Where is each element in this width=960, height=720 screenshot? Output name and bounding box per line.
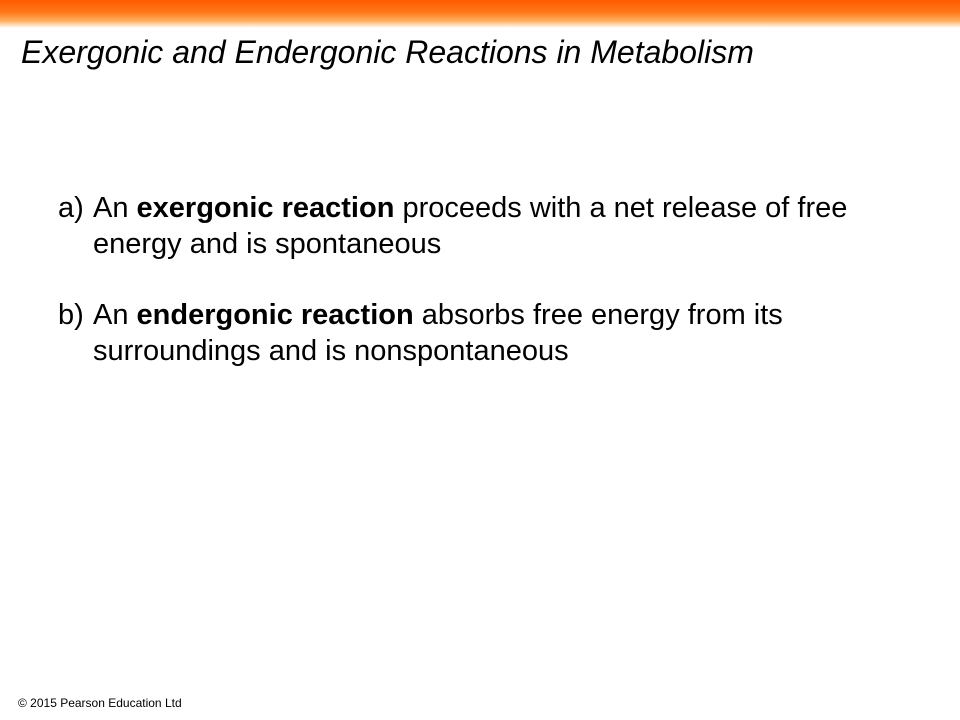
bullet-text bbox=[93, 299, 783, 367]
bullet-item-endergonic bbox=[58, 297, 938, 369]
copyright-footer: © 2015 Pearson Education Ltd bbox=[18, 696, 182, 710]
bullet-marker: b) bbox=[58, 299, 84, 331]
bullet-list bbox=[58, 190, 938, 404]
bullet-lead: An bbox=[93, 192, 137, 224]
key-term-exergonic: exergonic reaction bbox=[136, 192, 395, 224]
bullet-marker: a) bbox=[58, 192, 84, 224]
bullet-rest: absorbs free energy from its surroundings and is nonspontaneous bbox=[93, 299, 783, 367]
bullet-lead: An bbox=[93, 299, 137, 331]
bullet-text bbox=[93, 192, 847, 260]
bullet-rest: proceeds with a net release of free energy and is spontaneous bbox=[93, 192, 848, 260]
slide-title: Exergonic and Endergonic Reactions in Metabolism bbox=[21, 34, 754, 70]
key-term-endergonic: endergonic reaction bbox=[136, 299, 414, 331]
bullet-item-exergonic bbox=[58, 190, 938, 262]
header-accent-bar bbox=[0, 0, 960, 28]
